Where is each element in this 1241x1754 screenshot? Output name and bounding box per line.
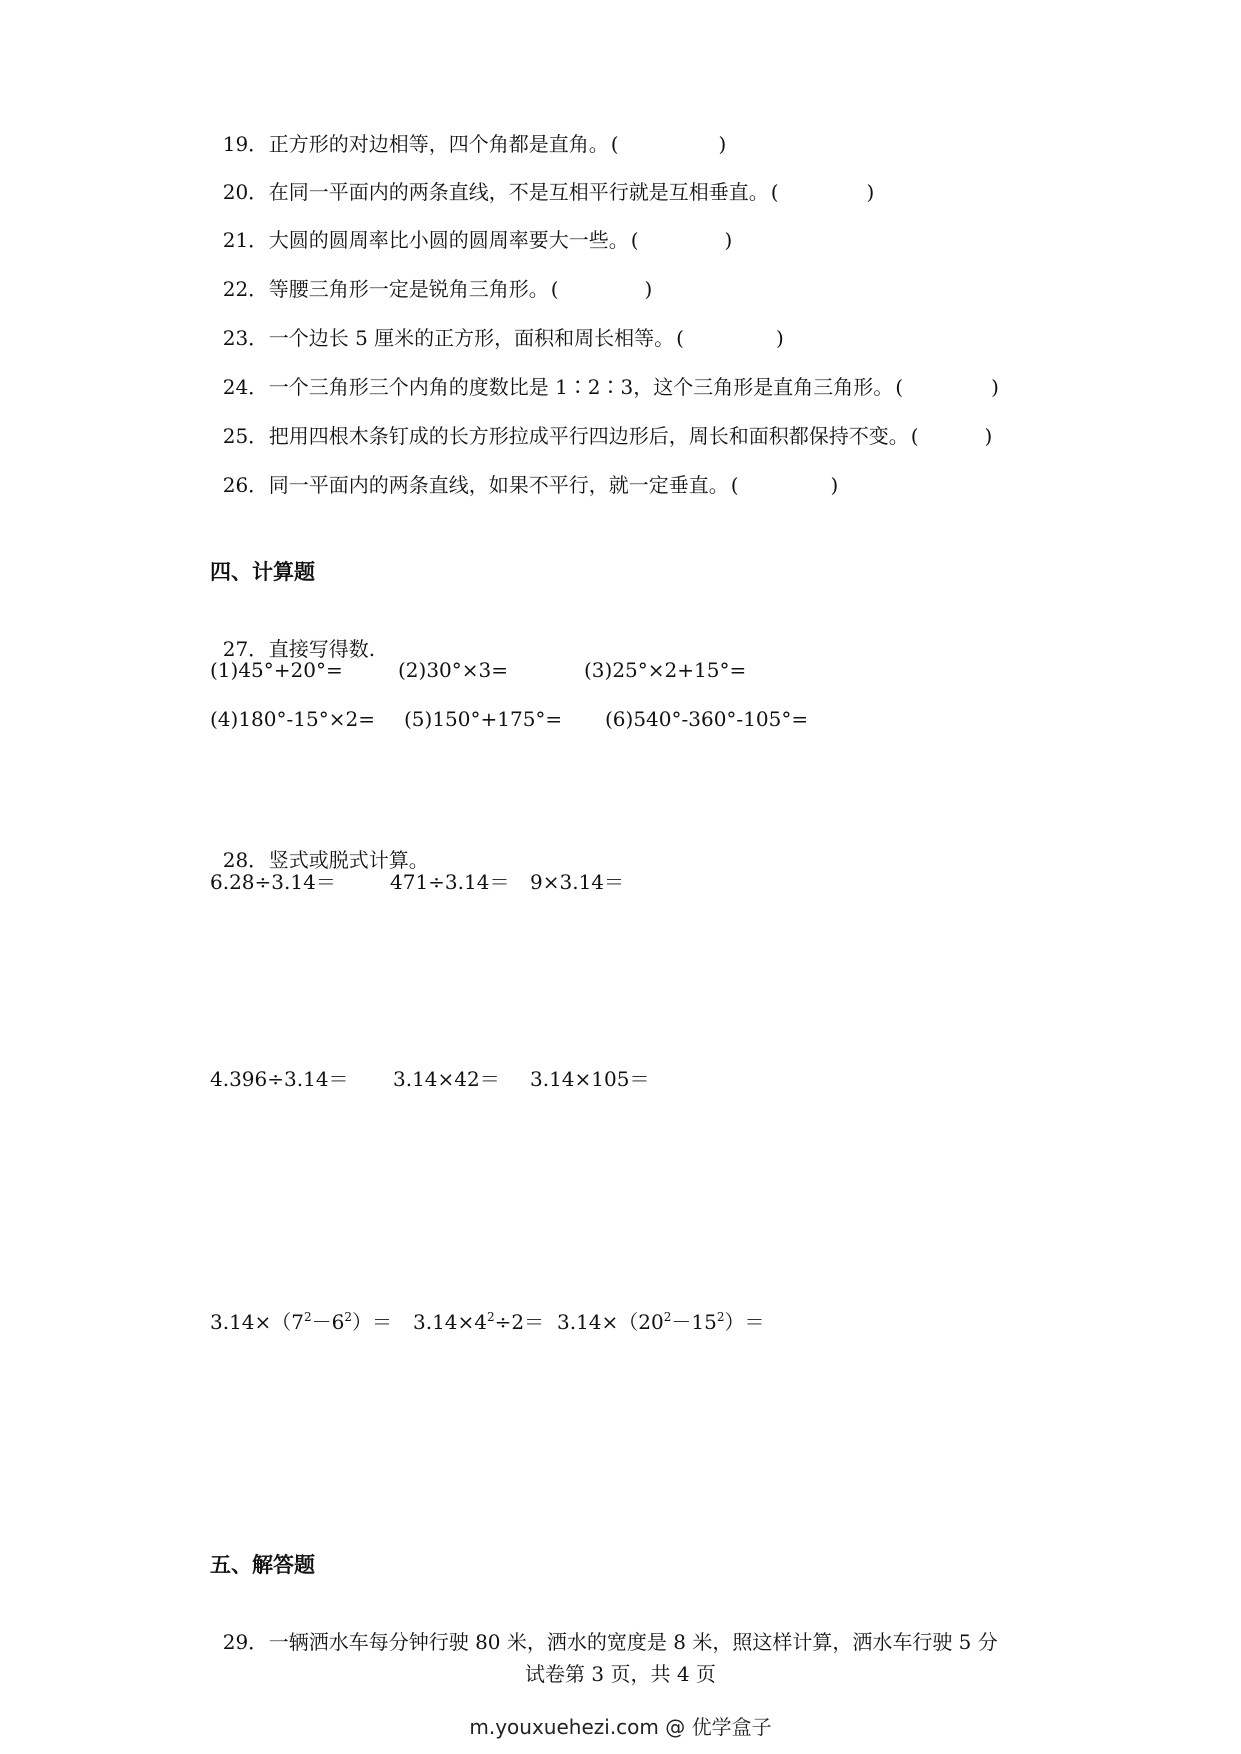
q27-item-5: (5)150°+175°=	[404, 707, 563, 731]
question-number: 21．	[222, 228, 269, 252]
q28-item-8: $3.14\times 4^2\div 2=$	[413, 1310, 545, 1334]
question-23	[210, 296, 784, 352]
site-watermark: m.youxuehezi.com @ 优学盒子	[469, 1715, 772, 1739]
answer-paren-open: (	[676, 326, 684, 350]
section-heading-calculation: 四、计算题	[210, 560, 315, 584]
question-number: 22．	[222, 277, 269, 301]
question-text: 同一平面内的两条直线，如果不平行，就一定垂直。	[268, 473, 729, 497]
answer-paren-open: (	[895, 375, 904, 399]
q27-row-2	[210, 705, 809, 817]
q27-item-3: (3)25°×2+15°=	[584, 658, 747, 682]
answer-paren-close: )	[775, 326, 784, 350]
question-number: 26．	[222, 473, 269, 497]
answer-paren-open: (	[550, 277, 559, 301]
question-26	[210, 443, 838, 499]
q28-row-2	[210, 1065, 650, 1177]
answer-paren-close: )	[718, 132, 727, 156]
question-24	[210, 345, 999, 401]
answer-paren-open: (	[770, 180, 779, 204]
question-text: 大圆的圆周率比小圆的圆周率要大一些。	[268, 228, 629, 252]
answer-paren-open: (	[910, 424, 919, 448]
question-number: 25．	[222, 424, 269, 448]
q28-item-4: 4.396÷3.14＝	[210, 1067, 349, 1091]
q27-item-2: (2)30°×3=	[398, 658, 509, 682]
section-heading-answer: 五、解答题	[210, 1553, 315, 1577]
answer-paren-open: (	[610, 132, 619, 156]
question-22	[210, 247, 652, 303]
answer-paren-close: )	[724, 228, 733, 252]
question-number: 28．	[222, 848, 269, 872]
q28-item-3: 9×3.14＝	[530, 870, 625, 894]
answer-paren-close: )	[991, 375, 999, 399]
q27-item-1: (1)45°+20°=	[210, 658, 343, 682]
q28-item-2: 471÷3.14＝	[390, 870, 510, 894]
question-text: 等腰三角形一定是锐角三角形。	[268, 277, 549, 301]
question-27	[210, 607, 375, 663]
answer-paren-close: )	[866, 180, 875, 204]
page-footer: 试卷第 3 页，共 4 页	[525, 1662, 716, 1686]
question-29	[210, 1600, 998, 1656]
q28-item-5: 3.14×42＝	[393, 1067, 500, 1091]
question-21	[210, 198, 732, 254]
q27-item-4: (4)180°-15°×2=	[210, 707, 375, 731]
question-text: 一个边长 5 厘米的正方形，面积和周长相等。	[268, 326, 675, 350]
answer-paren-open: (	[630, 228, 639, 252]
question-text: 直接写得数.	[268, 637, 376, 661]
answer-paren-close: )	[984, 424, 993, 448]
question-text: 一个三角形三个内角的度数比是 1∶2∶3，这个三角形是直角三角形。	[268, 375, 894, 399]
question-number: 27．	[222, 637, 269, 661]
question-number: 20．	[222, 180, 269, 204]
question-text: 在同一平面内的两条直线，不是互相平行就是互相垂直。	[268, 180, 769, 204]
q28-item-7: $3.14\times(7^2-6^2)=$	[210, 1310, 393, 1334]
question-text: 一辆洒水车每分钟行驶 80 米，洒水的宽度是 8 米，照这样计算，洒水车行驶 5 分	[268, 1630, 998, 1654]
answer-paren-close: )	[830, 473, 839, 497]
question-text: 把用四根木条钉成的长方形拉成平行四边形后，周长和面积都保持不变。	[268, 424, 909, 448]
question-28	[210, 818, 429, 874]
question-number: 29．	[222, 1630, 269, 1654]
q27-item-6: (6)540°-360°-105°=	[605, 707, 809, 731]
q28-item-9: $3.14\times(20^2-15^2)=$	[557, 1310, 765, 1334]
answer-paren-close: )	[644, 277, 653, 301]
q28-row-3	[210, 1308, 765, 1420]
answer-paren-open: (	[730, 473, 739, 497]
question-number: 23．	[222, 326, 269, 350]
question-number: 24．	[222, 375, 269, 399]
q28-row-1	[210, 868, 625, 980]
question-25	[210, 394, 992, 450]
q28-item-6: 3.14×105＝	[530, 1067, 650, 1091]
question-text: 正方形的对边相等，四个角都是直角。	[268, 132, 609, 156]
question-text: 竖式或脱式计算。	[268, 848, 429, 872]
q28-item-1: 6.28÷3.14＝	[210, 870, 336, 894]
question-number: 19．	[222, 132, 269, 156]
